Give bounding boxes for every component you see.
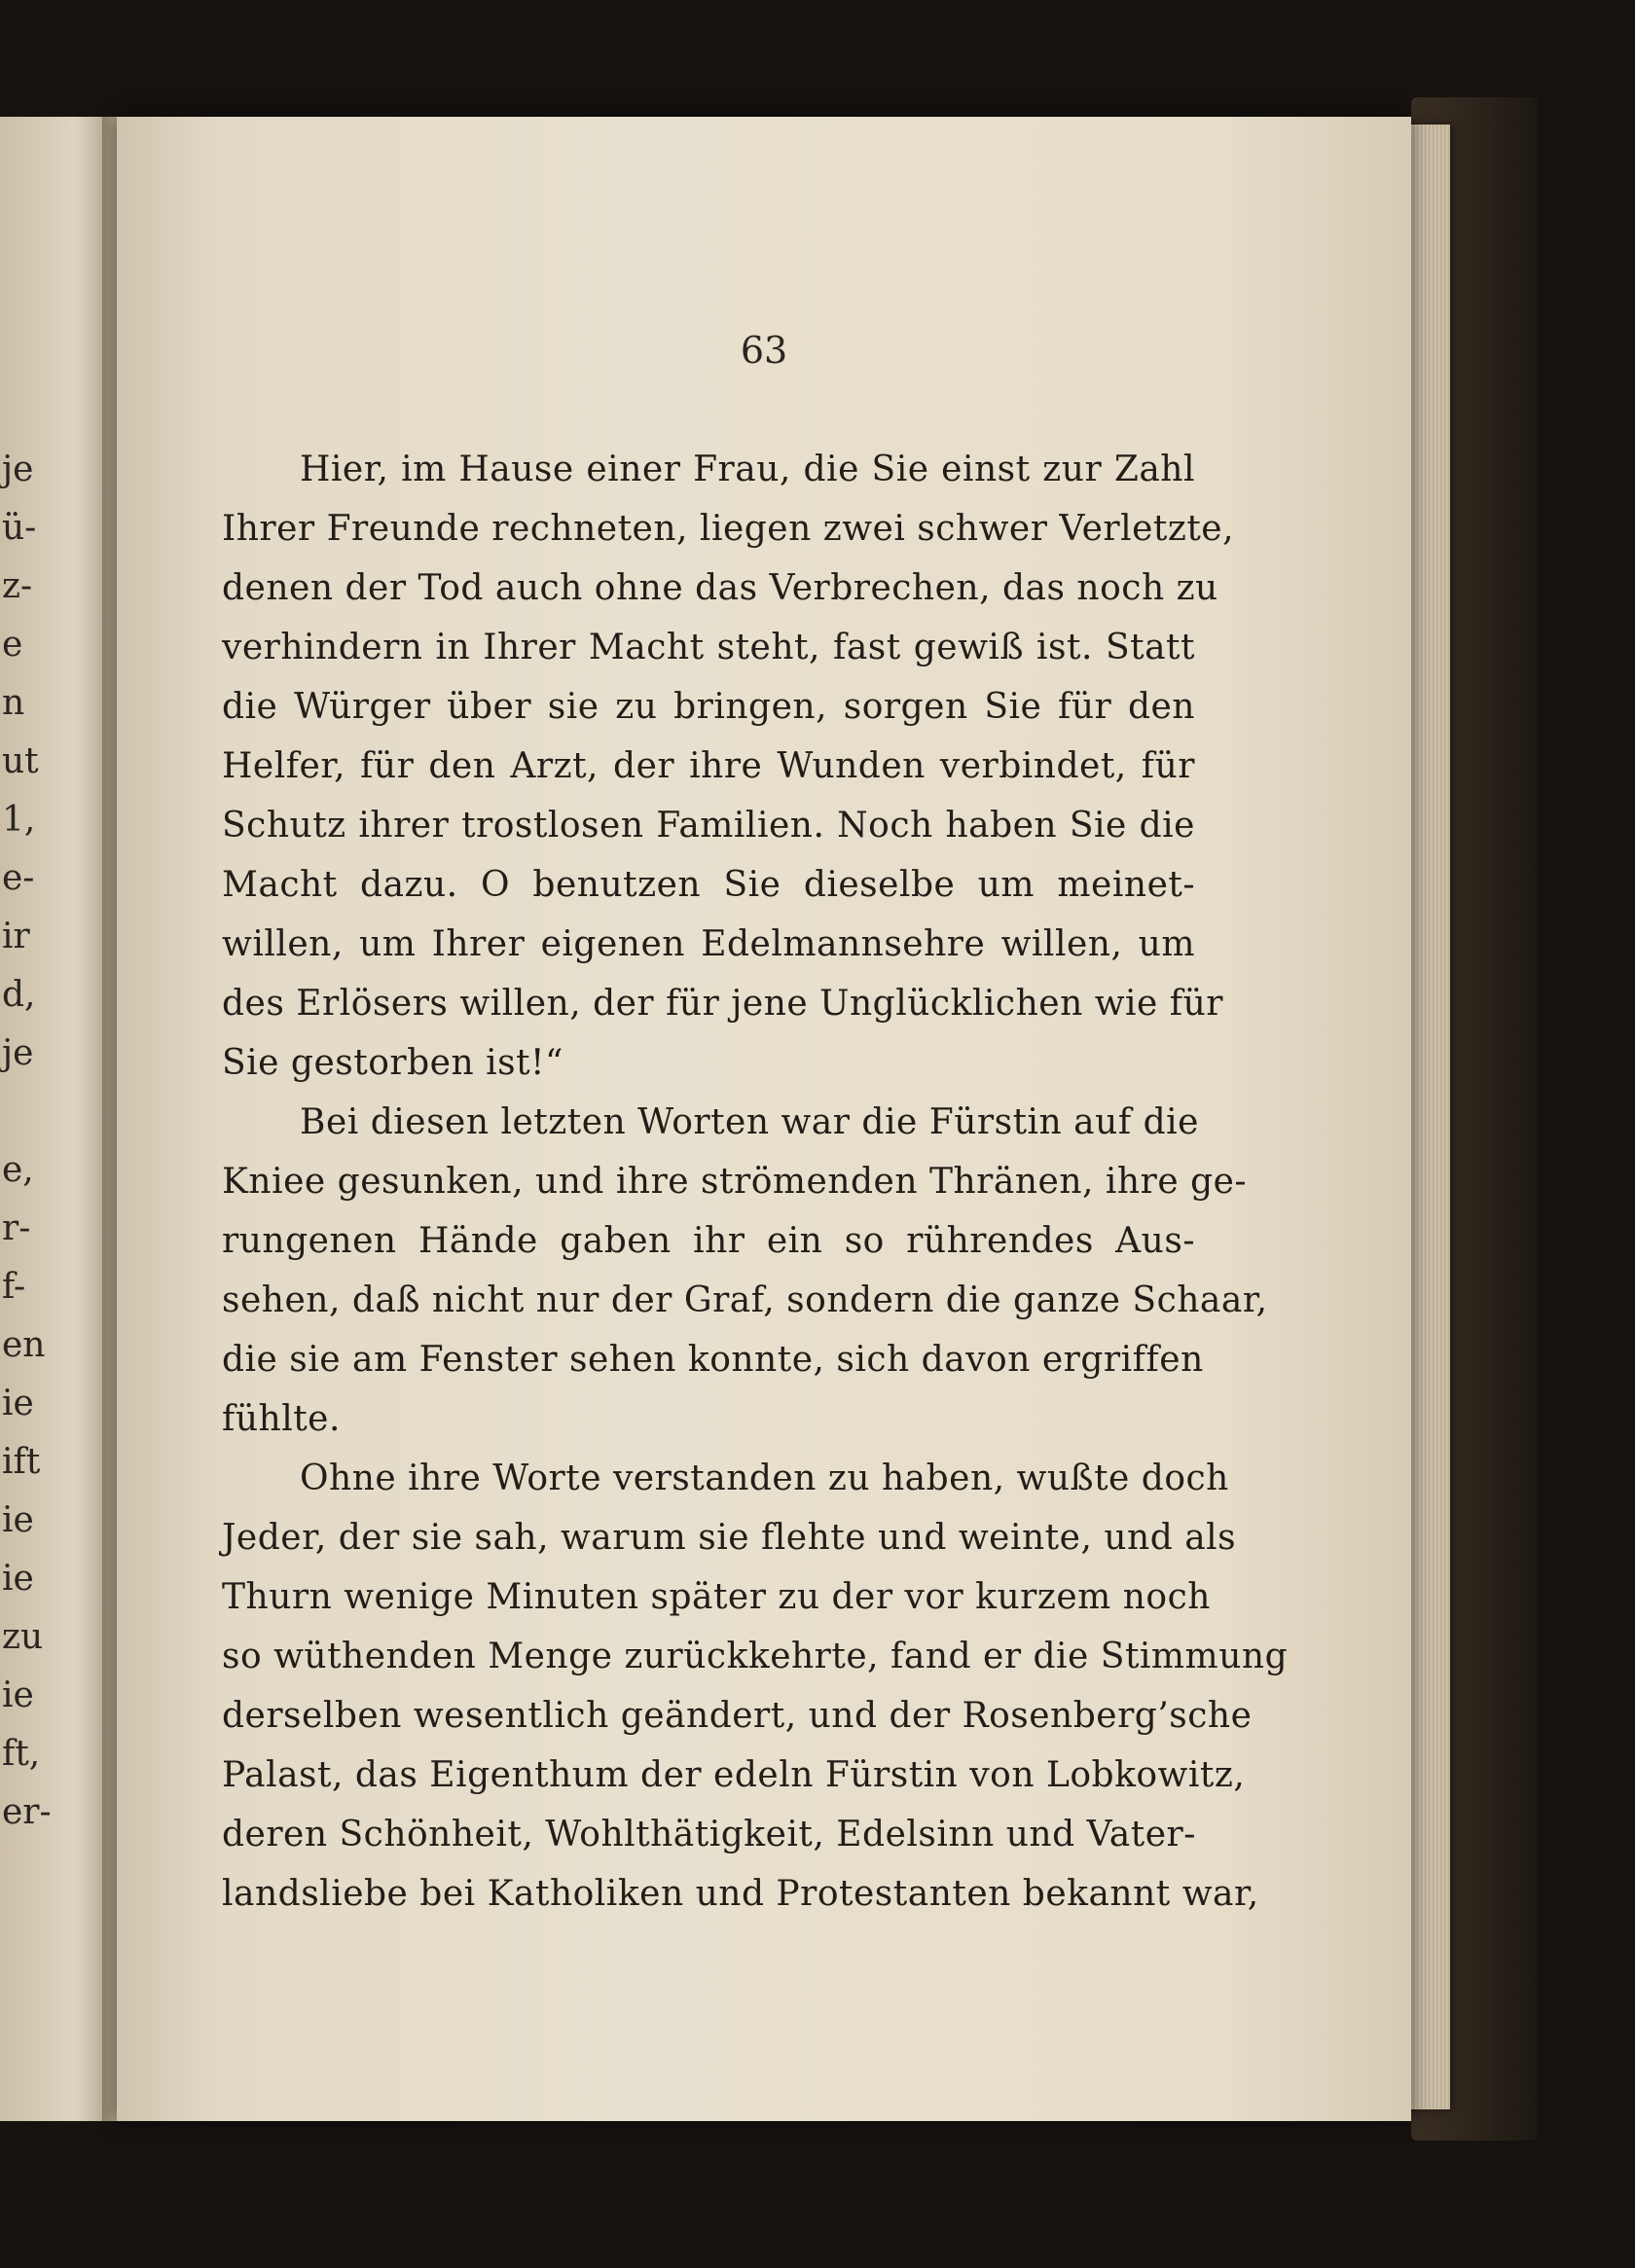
text-line: Schutz ihrer trostlosen Familien. Noch haben Sie die — [222, 806, 1195, 846]
text-line: Macht dazu. O benutzen Sie dieselbe um meinet- — [222, 865, 1195, 905]
text-line: Jeder, der sie sah, warum sie flehte und weinte, und als — [222, 1518, 1237, 1558]
page-text — [222, 440, 1289, 1924]
left-page-fragment: en — [2, 1325, 46, 1365]
left-page-fragment: ir — [2, 917, 30, 956]
text-line: denen der Tod auch ohne das Verbrechen, das noch zu — [222, 568, 1218, 608]
text-line: sehen, daß nicht nur der Graf, sondern die ganze Schaar, — [222, 1280, 1268, 1320]
text-line: Sie gestorben ist!“ — [222, 1043, 563, 1083]
text-line: fühlte. — [222, 1399, 341, 1439]
text-line: so wüthenden Menge zurückkehrte, fand er die Stimmung — [222, 1637, 1289, 1676]
left-page-fragment: n — [2, 683, 25, 723]
text-line: deren Schönheit, Wohlthätigkeit, Edelsinn und Vater- — [222, 1815, 1196, 1854]
left-page-fragment: je — [2, 1033, 34, 1073]
text-line: des Erlösers willen, der für jene Unglücklichen wie für — [222, 984, 1223, 1024]
left-page-fragment: e- — [2, 858, 35, 898]
left-page-fragment: 1, — [2, 800, 36, 840]
text-line: Kniee gesunken, und ihre strömenden Thränen, ihre ge- — [222, 1162, 1248, 1202]
text-line: rungenen Hände gaben ihr ein so rührendes Aus- — [222, 1221, 1195, 1261]
left-page-fragment: e, — [2, 1150, 34, 1190]
left-page-fragment: e — [2, 625, 23, 665]
left-page-fragment: f- — [2, 1267, 26, 1307]
left-page-fragment: ft, — [2, 1734, 41, 1774]
text-line: Thurn wenige Minuten später zu der vor kurzem noch — [222, 1577, 1211, 1617]
left-page-fragment: ie — [2, 1384, 34, 1423]
left-page-fragment: d, — [2, 975, 36, 1015]
left-page-fragment: zu — [2, 1617, 44, 1657]
facing-page-left — [0, 117, 107, 2121]
left-page-fragment: ie — [2, 1500, 34, 1540]
text-line: verhindern in Ihrer Macht steht, fast gewiß ist. Statt — [222, 628, 1195, 667]
left-page-fragment: ift — [2, 1442, 41, 1482]
left-page-fragment: ie — [2, 1675, 34, 1715]
text-line: Ohne ihre Worte verstanden zu haben, wußte doch — [300, 1458, 1229, 1498]
text-line: Palast, das Eigenthum der edeln Fürstin von Lobkowitz, — [222, 1755, 1246, 1795]
left-page-fragment: ü- — [2, 508, 37, 548]
left-page-fragment: ut — [2, 741, 39, 781]
text-line: derselben wesentlich geändert, und der Rosenberg’sche — [222, 1696, 1253, 1736]
book-page — [117, 117, 1411, 2121]
text-line: die Würger über sie zu bringen, sorgen Sie für den — [222, 687, 1195, 727]
left-page-fragment: er- — [2, 1792, 52, 1832]
text-line: die sie am Fenster sehen konnte, sich davon ergriffen — [222, 1340, 1204, 1380]
text-line: Hier, im Hause einer Frau, die Sie einst zur Zahl — [300, 450, 1195, 489]
left-page-fragment: z- — [2, 566, 33, 606]
text-line: willen, um Ihrer eigenen Edelmannsehre willen, um — [222, 924, 1195, 964]
text-line: Helfer, für den Arzt, der ihre Wunden verbindet, für — [222, 746, 1195, 786]
text-line: landsliebe bei Katholiken und Protestanten bekannt war, — [222, 1874, 1259, 1914]
left-page-fragment: ie — [2, 1559, 34, 1599]
page-number: 63 — [740, 329, 788, 372]
left-page-fragment: je — [2, 450, 34, 489]
left-page-fragment: r- — [2, 1208, 31, 1248]
text-line: Ihrer Freunde rechneten, liegen zwei schwer Verletzte, — [222, 509, 1235, 549]
text-line: Bei diesen letzten Worten war die Fürstin auf die — [300, 1102, 1199, 1142]
